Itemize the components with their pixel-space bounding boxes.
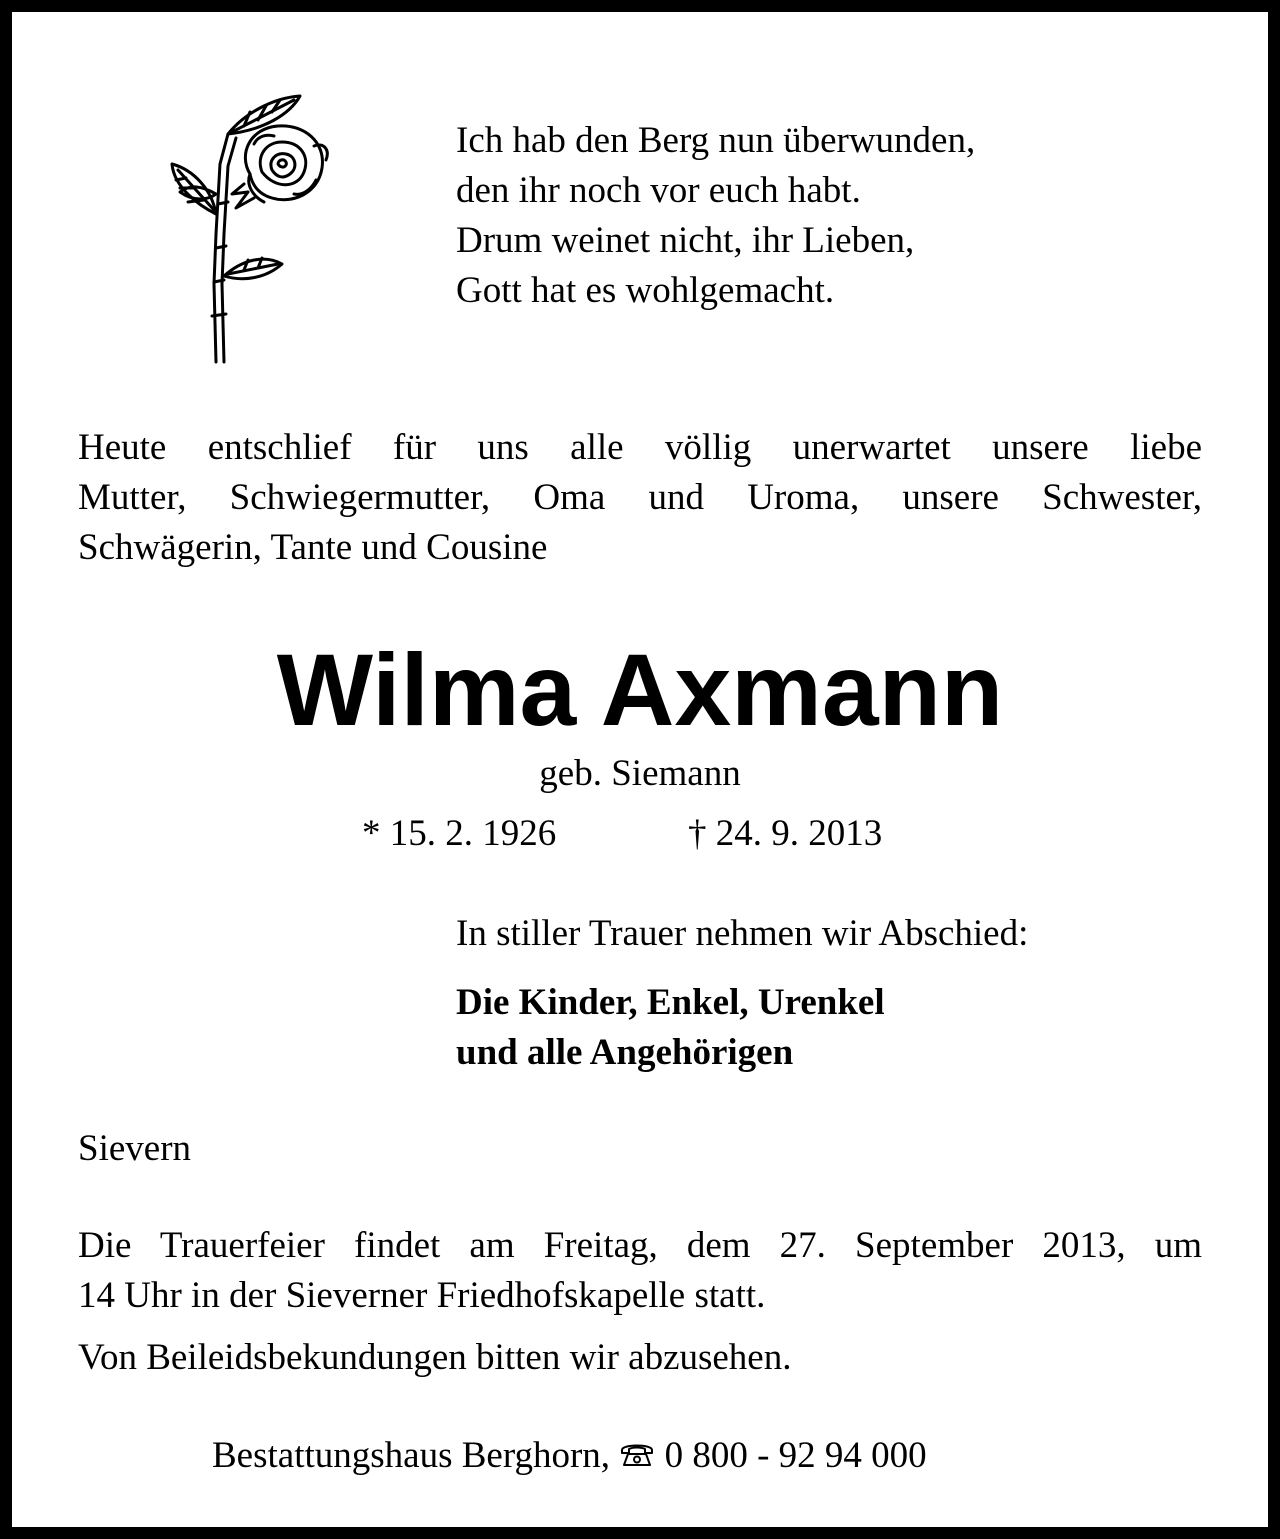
- rose-icon: [154, 84, 334, 364]
- poem-line: Gott hat es wohlgemacht.: [456, 270, 835, 311]
- place-name: Sievern: [78, 1128, 192, 1169]
- deceased-name: Wilma Axmann: [276, 633, 1004, 747]
- intro-line: Mutter, Schwiegermutter, Oma und Uroma, unsere Schwester,: [78, 477, 1202, 518]
- service-line: Die Trauerfeier findet am Freitag, dem 27. September 2013, um: [78, 1225, 1202, 1266]
- poem-line: Ich hab den Berg nun überwunden,: [456, 120, 976, 161]
- service-line: 14 Uhr in der Sieverner Friedhofskapelle statt.: [78, 1275, 766, 1316]
- condolence-note: Von Beileidsbekundungen bitten wir abzusehen.: [78, 1337, 792, 1378]
- poem-line: den ihr noch vor euch habt.: [456, 170, 861, 211]
- mourners-line: Die Kinder, Enkel, Urenkel: [456, 982, 885, 1023]
- telephone-icon: [619, 1441, 655, 1467]
- intro-paragraph: [78, 423, 1202, 573]
- farewell-text: In stiller Trauer nehmen wir Abschied:: [456, 913, 1029, 954]
- death-date: † 24. 9. 2013: [688, 813, 883, 854]
- undertaker-phone: 0 800 - 92 94 000: [664, 1435, 927, 1476]
- undertaker-name: Bestattungshaus Berghorn,: [212, 1435, 611, 1476]
- mourners-line: und alle Angehörigen: [456, 1032, 794, 1073]
- undertaker-info: [212, 1431, 927, 1481]
- intro-line: Schwägerin, Tante und Cousine: [78, 527, 548, 568]
- birth-date: * 15. 2. 1926: [362, 813, 557, 854]
- poem-line: Drum weinet nicht, ihr Lieben,: [456, 220, 915, 261]
- mourners: [456, 978, 885, 1078]
- poem: [456, 116, 1176, 316]
- intro-line: Heute entschlief für uns alle völlig unerwartet unsere liebe: [78, 427, 1202, 468]
- funeral-service-info: [78, 1221, 1202, 1321]
- maiden-name: geb. Siemann: [539, 753, 741, 794]
- obituary-notice: [12, 12, 1268, 1527]
